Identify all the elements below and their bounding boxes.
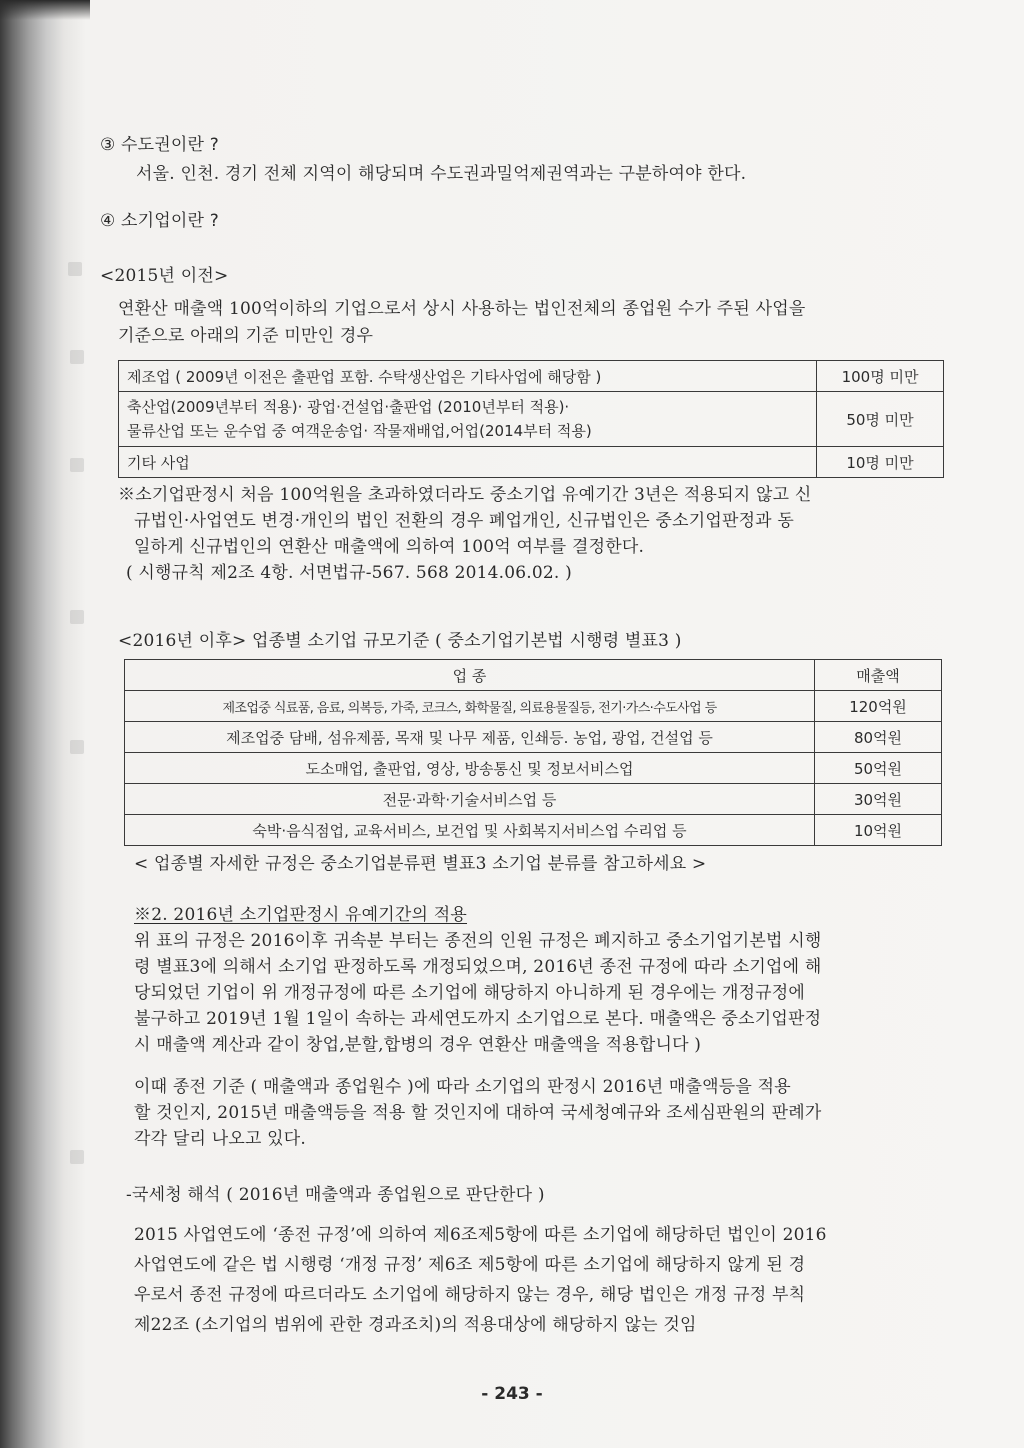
after-2016-heading: <2016년 이후> 업종별 소기업 규모기준 ( 중소기업기본법 시행령 별표3 ) xyxy=(118,631,682,651)
nts-heading: -국세청 해석 ( 2016년 매출액과 종업원으로 판단한다 ) xyxy=(126,1185,545,1205)
before-2015-para-line: 기준으로 아래의 기준 미만인 경우 xyxy=(118,326,374,346)
table-cell-industry: 제조업 ( 2009년 이전은 출판업 포함. 수탁생산업은 기타사업에 해당함 ) xyxy=(119,361,817,392)
table-cell-limit: 50명 미만 xyxy=(817,392,944,447)
table-cell-revenue: 30억원 xyxy=(815,784,942,815)
table-row xyxy=(119,447,944,478)
table-header-industry: 업 종 xyxy=(125,660,815,691)
table-cell-revenue: 50억원 xyxy=(815,753,942,784)
before-2015-para-line: 연환산 매출액 100억이하의 기업으로서 상시 사용하는 법인전체의 종업원 수가 주된 사업을 xyxy=(118,299,806,319)
note-2015-line: ( 시행규칙 제2조 4항. 서면법규-567. 568 2014.06.02. ) xyxy=(126,563,572,583)
grace-para-line: 령 별표3에 의해서 소기업 판정하도록 개정되었으며, 2016년 종전 규정에 따라 소기업에 해 xyxy=(134,957,822,977)
table2-note: < 업종별 자세한 규정은 중소기업분류편 별표3 소기업 분류를 참고하세요 > xyxy=(134,854,707,874)
table-cell-industry: 도소매업, 출판업, 영상, 방송통신 및 정보서비스업 xyxy=(125,753,815,784)
table-row xyxy=(125,722,942,753)
table-row xyxy=(125,784,942,815)
note-2015-line: 일하게 신규법인의 연환산 매출액에 의하여 100억 여부를 결정한다. xyxy=(134,537,645,557)
nts-para-line: 2015 사업연도에 ‘종전 규정’에 의하여 제6조제5항에 따른 소기업에 해당하던 법인이 2016 xyxy=(134,1225,827,1245)
table-cell-industry: 제조업중 식료품, 음료, 의복등, 가죽, 코크스, 화학물질, 의료용물질등, 전기·가스·수도사업 등 xyxy=(125,691,815,722)
table-cell-revenue: 10억원 xyxy=(815,815,942,846)
employee-limit-table xyxy=(118,360,944,478)
capital-area-heading: ③ 수도권이란 ? xyxy=(100,135,219,155)
small-business-heading: ④ 소기업이란 ? xyxy=(100,211,219,231)
table-row xyxy=(119,361,944,392)
capital-area-text: 서울. 인천. 경기 전체 지역이 해당되며 수도권과밀억제권역과는 구분하여야 한다. xyxy=(136,164,747,184)
table-cell-limit: 10명 미만 xyxy=(817,447,944,478)
question-para-line: 할 것인지, 2015년 매출액등을 적용 할 것인지에 대하여 국세청예규와 조세심판원의 판례가 xyxy=(134,1103,822,1123)
nts-para-line: 제22조 (소기업의 범위에 관한 경과조치)의 적용대상에 해당하지 않는 것임 xyxy=(134,1315,697,1335)
nts-para-line: 우로서 종전 규정에 따르더라도 소기업에 해당하지 않는 경우, 해당 법인은 개정 규정 부칙 xyxy=(134,1285,806,1305)
table-cell-industry: 제조업중 담배, 섬유제품, 목재 및 나무 제품, 인쇄등. 농업, 광업, 건설업 등 xyxy=(125,722,815,753)
table-cell-revenue: 120억원 xyxy=(815,691,942,722)
table-header-revenue: 매출액 xyxy=(815,660,942,691)
table-cell-limit: 100명 미만 xyxy=(817,361,944,392)
table-cell-industry: 전문·과학·기술서비스업 등 xyxy=(125,784,815,815)
question-para-line: 각각 달리 나오고 있다. xyxy=(134,1129,307,1149)
table-cell-revenue: 80억원 xyxy=(815,722,942,753)
table-cell-industry: 숙박·음식점업, 교육서비스, 보건업 및 사회복지서비스업 수리업 등 xyxy=(125,815,815,846)
table-cell-industry: 기타 사업 xyxy=(119,447,817,478)
table-row xyxy=(125,691,942,722)
grace-para-line: 시 매출액 계산과 같이 창업,분할,합병의 경우 연환산 매출액을 적용합니다 ) xyxy=(134,1035,702,1055)
note-2015-line: ※소기업판정시 처음 100억원을 초과하였더라도 중소기업 유예기간 3년은 적용되지 않고 신 xyxy=(118,485,812,505)
table-cell-industry: 축산업(2009년부터 적용)· 광업·건설업·출판업 (2010년부터 적용)· 물류산업 또는 운수업 중 여객운송업· 작물재배업,어업(2014부터 적용) xyxy=(119,392,817,447)
grace-heading: ※2. 2016년 소기업판정시 유예기간의 적용 xyxy=(134,905,468,925)
table-row xyxy=(125,753,942,784)
table-header-row xyxy=(125,660,942,691)
nts-para-line: 사업연도에 같은 법 시행령 ‘개정 규정’ 제6조 제5항에 따른 소기업에 해당하지 않게 된 경 xyxy=(134,1255,806,1275)
grace-para-line: 당되었던 기업이 위 개정규정에 따른 소기업에 해당하지 아니하게 된 경우에는 개정규정에 xyxy=(134,983,806,1003)
table-row xyxy=(119,392,944,447)
grace-para-line: 위 표의 규정은 2016이후 귀속분 부터는 종전의 인원 규정은 폐지하고 중소기업기본법 시행 xyxy=(134,931,822,951)
revenue-limit-table xyxy=(124,659,942,846)
table-row xyxy=(125,815,942,846)
grace-para-line: 불구하고 2019년 1월 1일이 속하는 과세연도까지 소기업으로 본다. 매출액은 중소기업판정 xyxy=(134,1009,822,1029)
before-2015-heading: <2015년 이전> xyxy=(100,266,229,286)
note-2015-line: 규법인·사업연도 변경·개인의 법인 전환의 경우 폐업개인, 신규법인은 중소기업판정과 동 xyxy=(134,511,795,531)
question-para-line: 이때 종전 기준 ( 매출액과 종업원수 )에 따라 소기업의 판정시 2016년 매출액등을 적용 xyxy=(134,1077,791,1097)
page-number: - 243 - xyxy=(481,1384,543,1404)
